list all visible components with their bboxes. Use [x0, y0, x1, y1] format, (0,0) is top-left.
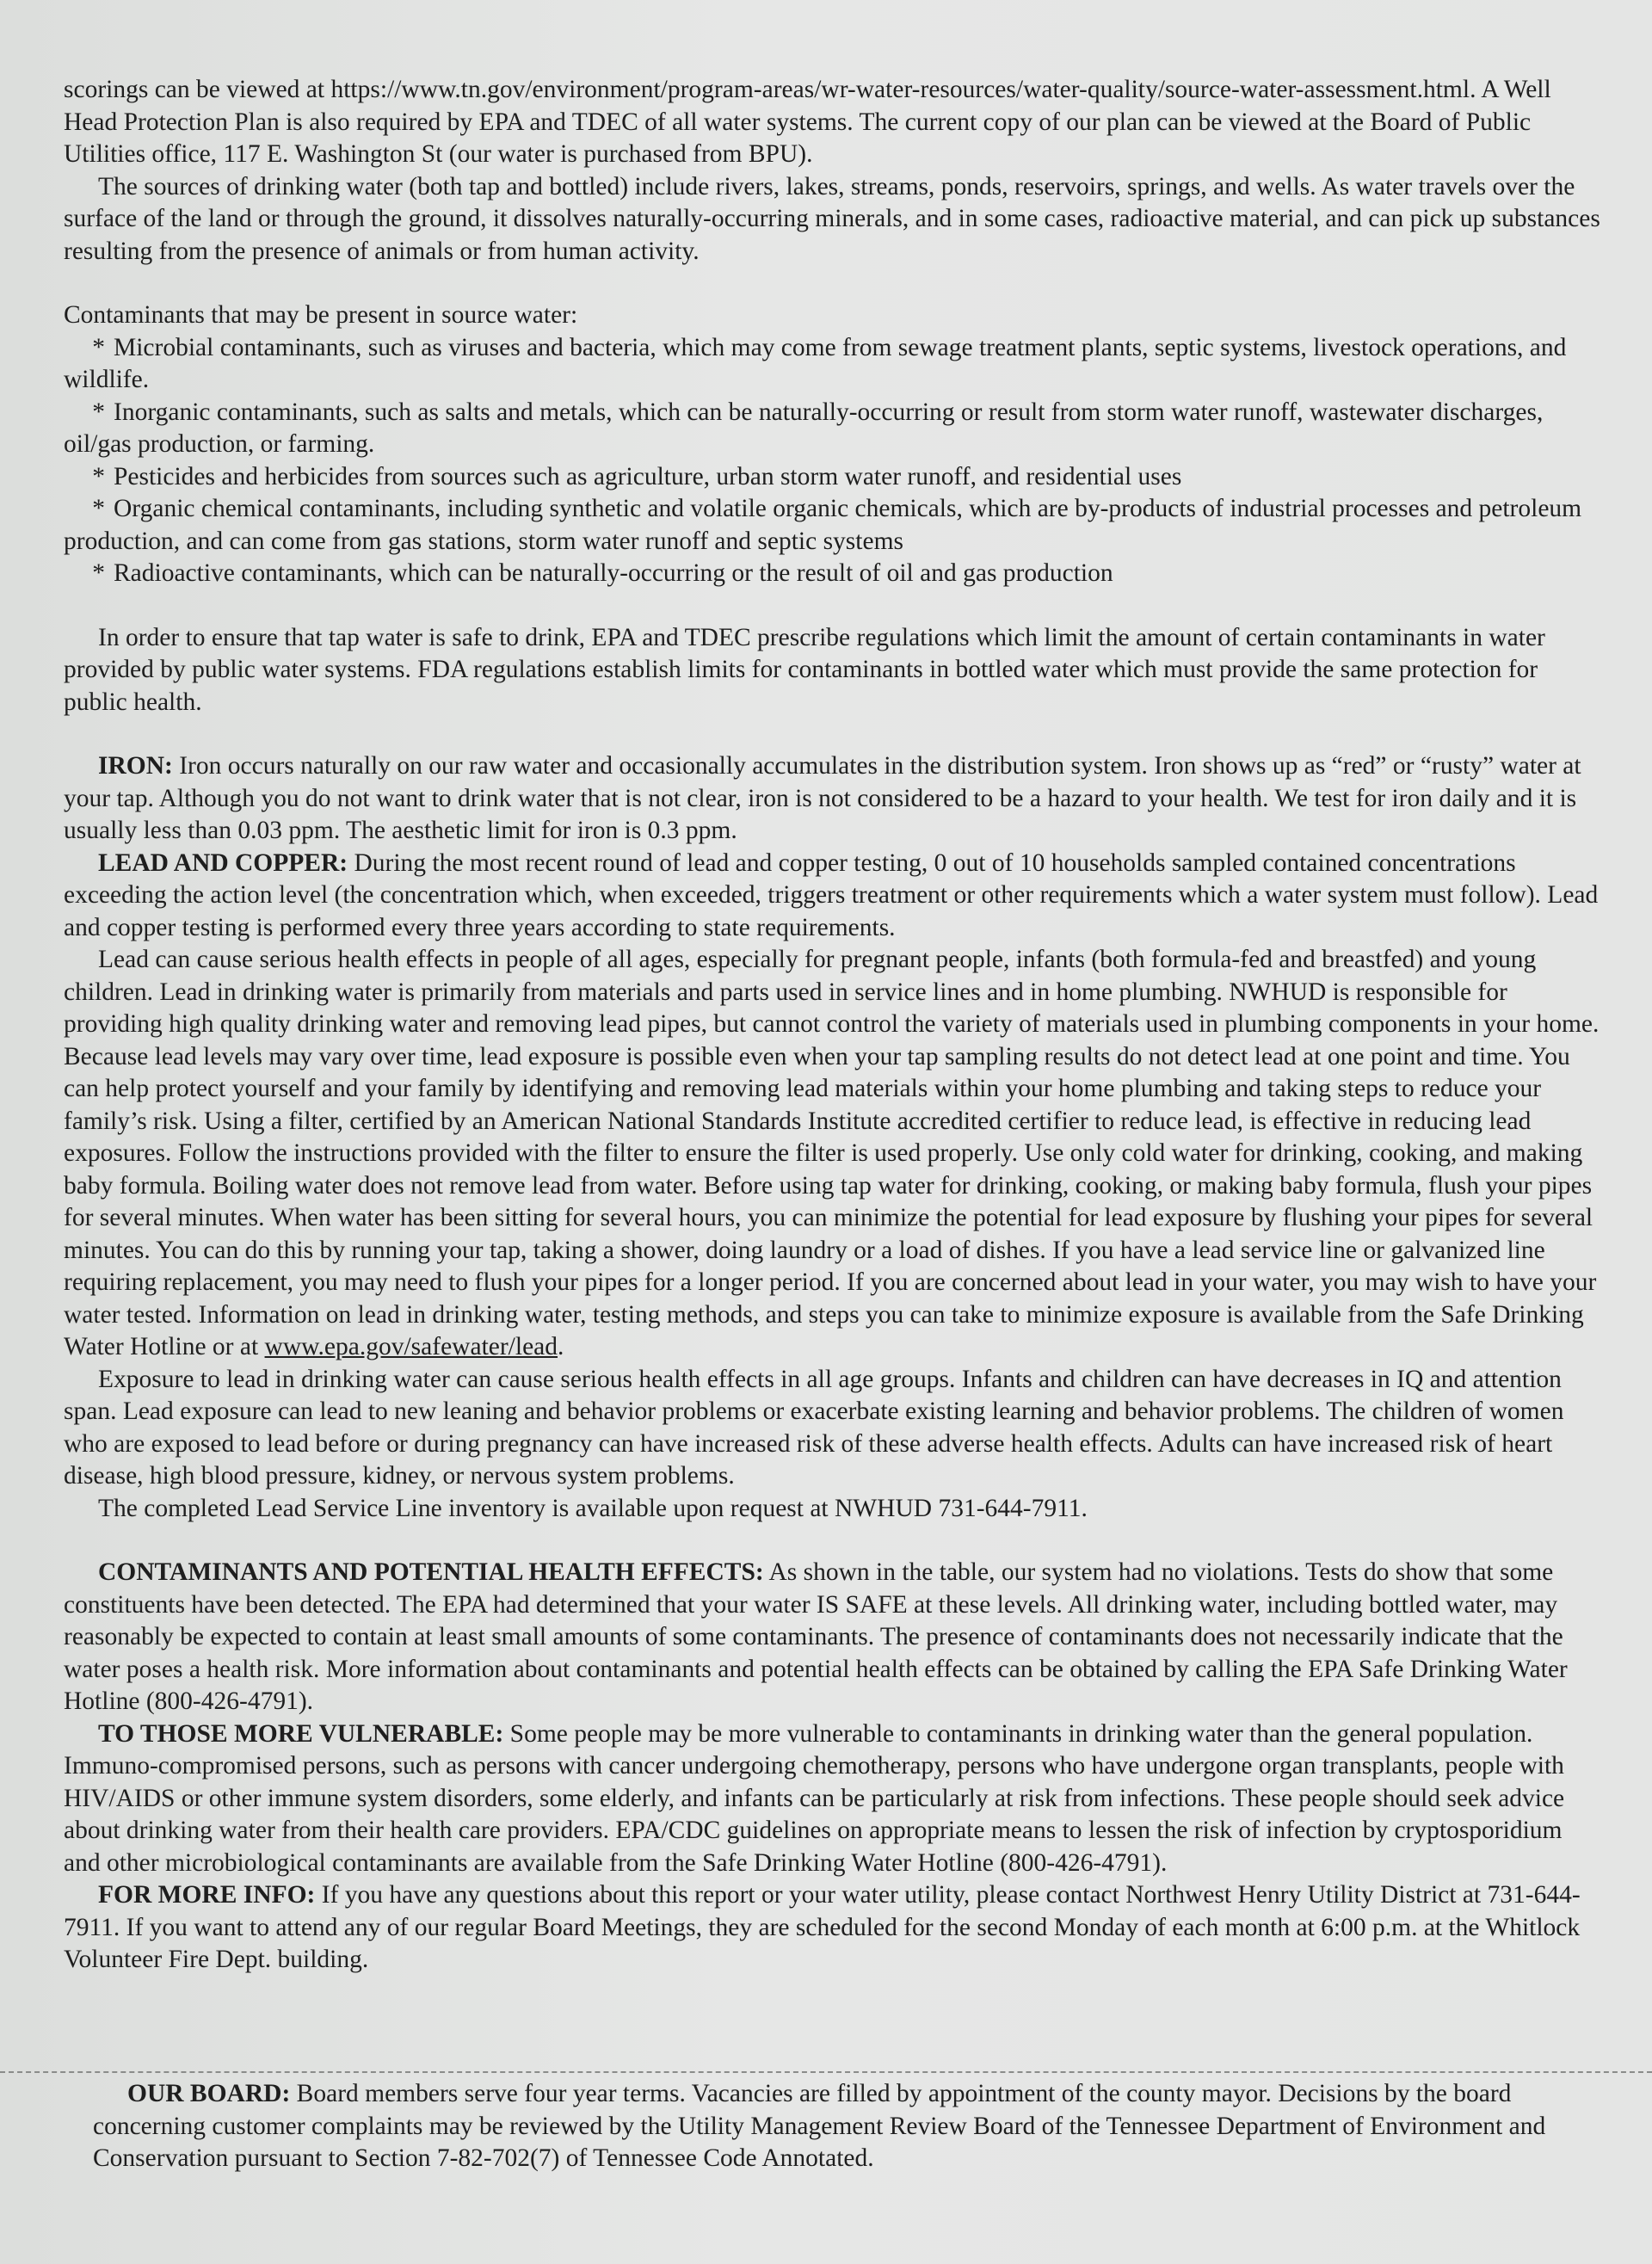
list-item: * Microbial contaminants, such as viruses and bacteria, which may come from sewage treatment plants, septic systems, livestock operations, and wildlife. [64, 333, 1567, 393]
iron-paragraph: IRON: Iron occurs naturally on our raw water and occasionally accumulates in the distribution system. Iron shows up as “red” or “rusty” water at your tap. Although you do not want to drink water that is not clear, iron is not considered to be a hazard to your health. We test for iron daily and it is usually less than 0.03 ppm. The aesthetic limit for iron is 0.3 ppm. [64, 752, 1581, 844]
health-effects-paragraph: CONTAMINANTS AND POTENTIAL HEALTH EFFECTS: As shown in the table, our system had no violations. Tests do show that some constituents have been detected. The EPA had determined that your water IS SAFE at these levels. All drinking water, including bottled water, may reasonably be expected to contain at least small amounts of some contaminants. The presence of contaminants does not necessarily indicate that the water poses a health risk. More information about contaminants and potential health effects can be obtained by calling the EPA Safe Drinking Water Hotline (800-426-4791). [64, 1558, 1568, 1715]
bullet-icon: * [92, 333, 105, 361]
health-effects-heading: CONTAMINANTS AND POTENTIAL HEALTH EFFECTS: [98, 1558, 764, 1586]
regulations-paragraph: In order to ensure that tap water is safe to drink, EPA and TDEC prescribe regulations which limit the amount of certain contaminants in water provided by public water systems. FDA regulations establish limits for contaminants in bottled water which must provide the same protection for public health. [64, 623, 1545, 716]
fold-divider [0, 2071, 1652, 2073]
list-item: * Pesticides and herbicides from sources such as agriculture, urban storm water runoff, and residential uses [64, 461, 1604, 494]
epa-lead-link[interactable]: www.epa.gov/safewater/lead [264, 1333, 558, 1360]
lead-exposure-paragraph: Exposure to lead in drinking water can cause serious health effects in all age groups. Infants and children can have decreases in IQ and attention span. Lead exposure can lead to new leaning and behavior problems or exacerbate existing learning and behavior problems. The children of women who are exposed to lead before or during pregnancy can have increased risk of these adverse health effects. Adults can have increased risk of heart disease, high blood pressure, kidney, or nervous system problems. [64, 1365, 1564, 1490]
main-column [64, 74, 1604, 1977]
vulnerable-paragraph: TO THOSE MORE VULNERABLE: Some people may be more vulnerable to contaminants in drinking water than the general population. Immuno-compromised persons, such as persons with cancer undergoing chemotherapy, persons who have undergone organ transplants, people with HIV/AIDS or other immune system disorders, some elderly, and infants can be particularly at risk from infections. These people should seek advice about drinking water from their health care providers. EPA/CDC guidelines on appropriate means to lessen the risk of infection by cryptosporidium and other microbiological contaminants are available from the Safe Drinking Water Hotline (800-426-4791). [64, 1719, 1565, 1877]
intro-paragraph-2: The sources of drinking water (both tap and bottled) include rivers, lakes, streams, ponds, reservoirs, springs, and wells. As water travels over the surface of the land or through the ground, it dissolves naturally-occurring minerals, and in some cases, radioactive material, and can pick up substances resulting from the presence of animals or from human activity. [64, 172, 1600, 265]
intro-paragraph-1: scorings can be viewed at https://www.tn.gov/environment/program-areas/wr-water-resources/water-quality/source-water-assessment.html. A Well Head Protection Plan is also required by EPA and TDEC of all water systems. The current copy of our plan can be viewed at the Board of Public Utilities office, 117 E. Washington St (our water is purchased from BPU). [64, 76, 1551, 168]
lead-copper-paragraph: LEAD AND COPPER: During the most recent round of lead and copper testing, 0 out of 10 households sampled contained concentrations exceeding the action level (the concentration which, when exceeded, triggers treatment or other requirements which a water system must follow). Lead and copper testing is performed every three years according to state requirements. [64, 848, 1599, 941]
lead-copper-heading: LEAD AND COPPER: [98, 848, 348, 877]
bullet-icon: * [92, 559, 105, 587]
list-item: * Radioactive contaminants, which can be naturally-occurring or the result of oil and gas production [64, 558, 1604, 590]
lead-health-paragraph: Lead can cause serious health effects in people of all ages, especially for pregnant people, infants (both formula-fed and breastfed) and young children. Lead in drinking water is primarily from materials and parts used in service lines and in home plumbing. NWHUD is responsible for providing high quality drinking water and removing lead pipes, but cannot control the variety of materials used in plumbing components in your home. Because lead levels may vary over time, lead exposure is possible even when your tap sampling results do not detect lead at one point and time. You can help protect yourself and your family by identifying and removing lead materials within your home plumbing and taking steps to reduce your family’s risk. Using a filter, certified by an American National Standards Institute accredited certifier to reduce lead, is effective in reducing lead exposures. Follow the instructions provided with the filter to ensure the filter is used properly. Use only cold water for drinking, cooking, and making baby formula. Boiling water does not remove lead from water. Before using tap water for drinking, cooking, or making baby formula, flush your pipes for several minutes. When water has been sitting for several hours, you can minimize the potential for lead exposure by flushing your pipes for several minutes. You can do this by running your tap, taking a shower, doing laundry or a load of dishes. If you have a lead service line or galvanized line requiring replacement, you may need to flush your pipes for a longer period. If you are concerned about lead in your water, you may wish to have your water tested. Information on lead in drinking water, testing methods, and steps you can take to minimize exposure is available from the Safe Drinking Water Hotline or at www.epa.gov/safewater/lead. [64, 946, 1600, 1360]
board-section [93, 2078, 1573, 2175]
bullet-icon: * [92, 495, 105, 522]
list-item: * Inorganic contaminants, such as salts and metals, which can be naturally-occurring or result from storm water runoff, wastewater discharges, oil/gas production, or farming. [64, 398, 1544, 458]
vulnerable-heading: TO THOSE MORE VULNERABLE: [98, 1719, 504, 1748]
more-info-heading: FOR MORE INFO: [98, 1881, 316, 1909]
list-item: * Organic chemical contaminants, including synthetic and volatile organic chemicals, which are by-products of industrial processes and petroleum production, and can come from gas stations, storm water runoff and septic systems [64, 495, 1582, 555]
iron-heading: IRON: [98, 752, 173, 780]
board-heading: OUR BOARD: [127, 2080, 291, 2107]
more-info-paragraph: FOR MORE INFO: If you have any questions about this report or your water utility, please contact Northwest Henry Utility District at 731-644-7911. If you want to attend any of our regular Board Meetings, they are scheduled for the second Monday of each month at 6:00 p.m. at the Whitlock Volunteer Fire Dept. building. [64, 1881, 1581, 1973]
bullet-icon: * [92, 398, 105, 426]
bullet-icon: * [92, 462, 105, 490]
lead-inventory-paragraph: The completed Lead Service Line inventory is available upon request at NWHUD 731-644-7911. [98, 1494, 1088, 1522]
board-paragraph: OUR BOARD: Board members serve four year terms. Vacancies are filled by appointment of the county mayor. Decisions by the board concerning customer complaints may be reviewed by the Utility Management Review Board of the Tennessee Department of Environment and Conservation pursuant to Section 7-82-702(7) of Tennessee Code Annotated. [93, 2080, 1546, 2172]
contaminants-heading: Contaminants that may be present in source water: [64, 301, 578, 329]
